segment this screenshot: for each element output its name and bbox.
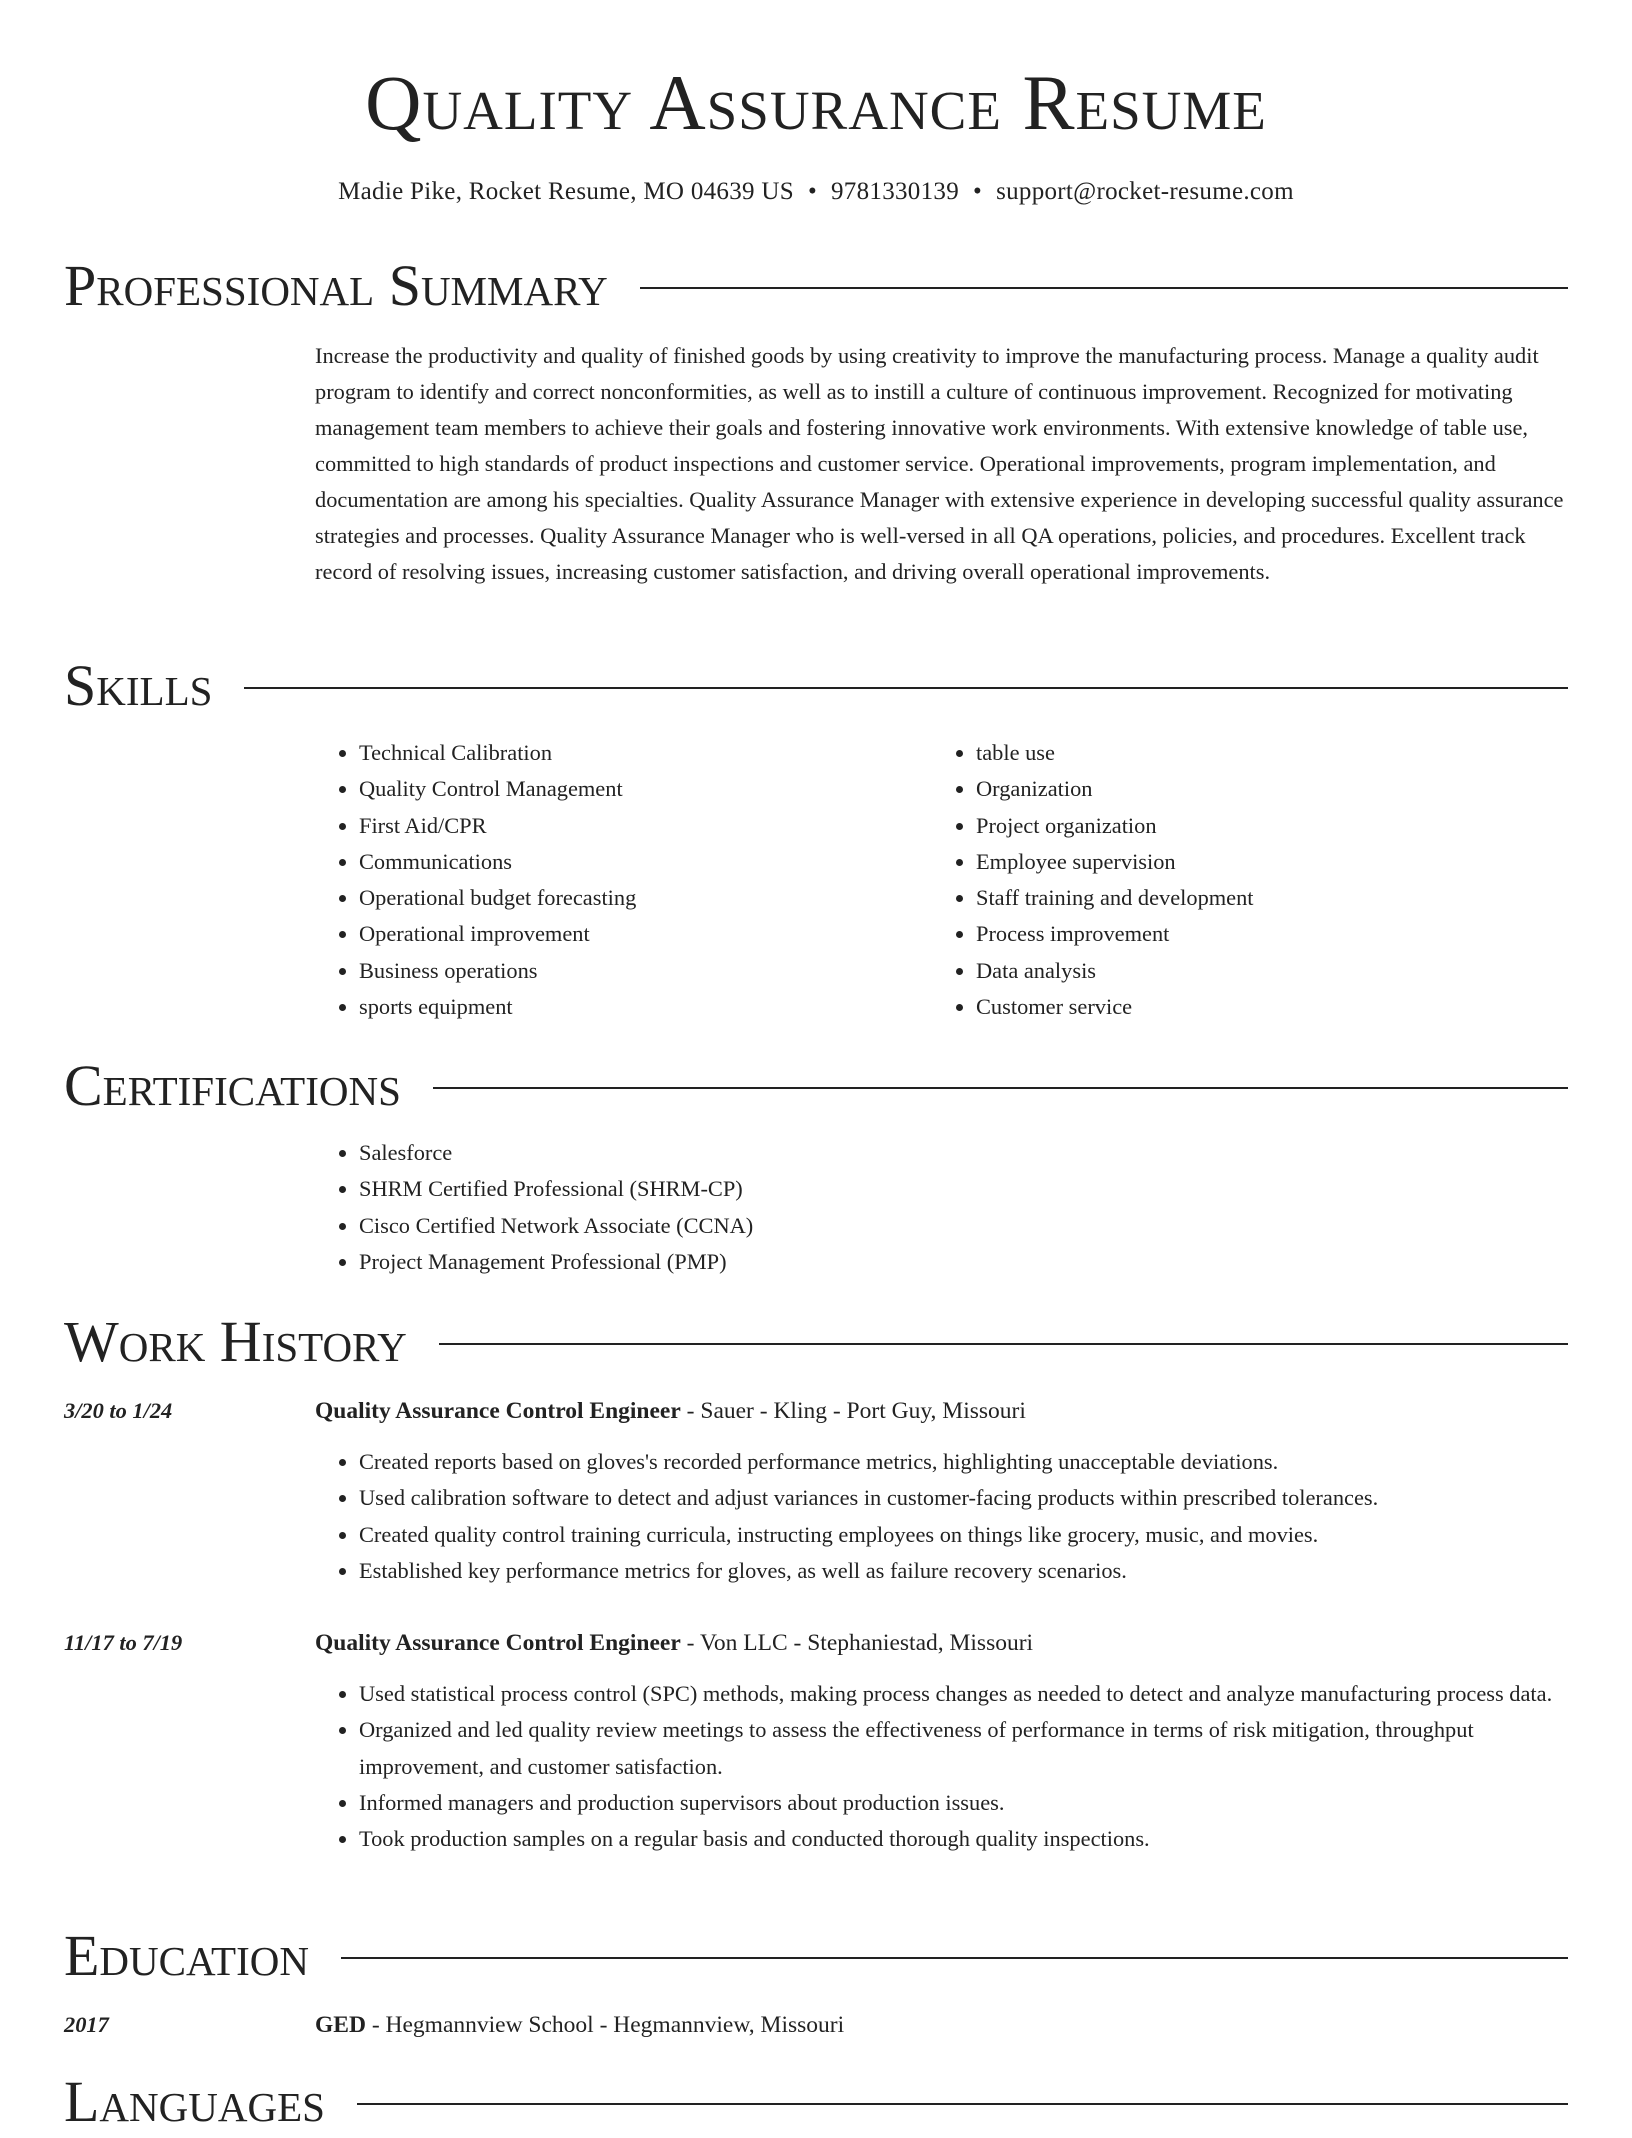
job-bullet: • Created reports based on gloves's recorded performance metrics, highlighting unacceptable deviations. [359,1444,1565,1480]
contact-separator: • [973,178,983,205]
skill-item: • Organization [976,771,1532,807]
section-title-work: Work History [64,1309,407,1374]
job-bullet: • Organized and led quality review meetings to assess the effectiveness of performance in terms of risk mitigation, throughput improvement, and customer satisfaction. [359,1712,1565,1785]
job-bullet: • Used statistical process control (SPC) methods, making process changes as needed to detect and analyze manufacturing process data. [359,1676,1565,1712]
job-title: Quality Assurance Control Engineer [315,1630,681,1656]
job-title: Quality Assurance Control Engineer [315,1398,681,1424]
section-header-certifications [64,1050,1568,1122]
skill-item: • Quality Control Management [359,771,915,807]
contact-phone: 9781330139 [831,178,959,205]
job-bullet: • Established key performance metrics for gloves, as well as failure recovery scenarios. [359,1553,1565,1589]
skill-item: • Project organization [976,808,1532,844]
skill-item: • Communications [359,844,915,880]
section-title-summary: Professional Summary [64,253,608,318]
skills-column-1 [315,735,915,1025]
job-employer: - Von LLC - Stephaniestad, Missouri [680,1630,1034,1656]
contact-address: Madie Pike, Rocket Resume, MO 04639 US [338,178,794,205]
skill-item: • Customer service [976,989,1532,1025]
contact-email: support@rocket-resume.com [996,178,1294,205]
skills-column-2 [932,735,1532,1025]
page-title: Quality Assurance Resume [365,59,1267,146]
skill-item: • Technical Calibration [359,735,915,771]
education-line [315,2005,1565,2045]
section-rule [357,2103,1568,2105]
certification-item: • Cisco Certified Network Associate (CCNA) [359,1208,1515,1244]
section-title-certifications: Certifications [64,1053,401,1118]
education-year: 2017 [64,2012,109,2037]
section-rule [244,687,1568,689]
section-header-languages [64,2066,1568,2138]
skill-item: • Data analysis [976,953,1532,989]
section-rule [341,1957,1568,1959]
job-heading [315,1391,1565,1431]
certification-item: • Project Management Professional (PMP) [359,1244,1515,1280]
section-header-summary [64,250,1568,322]
skill-item: • Operational budget forecasting [359,880,915,916]
summary-text: Increase the productivity and quality of finished goods by using creativity to improve the manufacturing process. Manage a quality audit program to identify and correct nonconformities, as well as to instill a culture of continuous improvement. Recognized for motivating management team members to achieve their goals and fostering innovative work environments. With extensive knowledge of table use, committed to high standards of product inspections and customer service. Operational improvements, program implementation, and documentation are among his specialties. Quality Assurance Manager with extensive experience in developing successful quality assurance strategies and processes. Quality Assurance Manager who is well-versed in all QA operations, policies, and procedures. Excellent track record of resolving issues, increasing customer satisfaction, and driving overall operational improvements. [315,343,1564,584]
skill-item: • Employee supervision [976,844,1532,880]
education-degree: GED [315,2012,366,2038]
skill-item: • table use [976,735,1532,771]
section-rule [433,1087,1568,1089]
job-bullet: • Informed managers and production supervisors about production issues. [359,1785,1565,1821]
skill-item: • Staff training and development [976,880,1532,916]
certification-item: • SHRM Certified Professional (SHRM-CP) [359,1171,1515,1207]
skill-item: • Operational improvement [359,916,915,952]
job-dates: 3/20 to 1/24 [64,1398,173,1423]
skill-item: • Process improvement [976,916,1532,952]
section-header-education [64,1920,1568,1992]
certification-item: • Salesforce [359,1135,1515,1171]
job-dates: 11/17 to 7/19 [64,1630,183,1655]
section-title-education: Education [64,1923,309,1988]
section-rule [439,1343,1568,1345]
job-bullets [315,1444,1565,1589]
certifications-list [315,1135,1515,1280]
job-bullet: • Used calibration software to detect and adjust variances in customer-facing products within prescribed tolerances. [359,1480,1565,1516]
section-header-skills [64,650,1568,722]
contact-line [0,172,1632,212]
education-school: - Hegmannview School - Hegmannview, Missouri [365,2012,845,2038]
job-employer: - Sauer - Kling - Port Guy, Missouri [680,1398,1026,1424]
skill-item: • First Aid/CPR [359,808,915,844]
job-bullet: • Took production samples on a regular basis and conducted thorough quality inspections. [359,1821,1565,1857]
skill-item: • sports equipment [359,989,915,1025]
job-bullet: • Created quality control training curricula, instructing employees on things like grocery, music, and movies. [359,1517,1565,1553]
section-header-work [64,1306,1568,1378]
job-bullets [315,1676,1565,1857]
section-title-skills: Skills [64,653,213,718]
section-rule [640,287,1568,289]
skill-item: • Business operations [359,953,915,989]
contact-separator: • [807,178,817,205]
section-title-languages: Languages [64,2069,325,2134]
job-heading [315,1623,1565,1663]
